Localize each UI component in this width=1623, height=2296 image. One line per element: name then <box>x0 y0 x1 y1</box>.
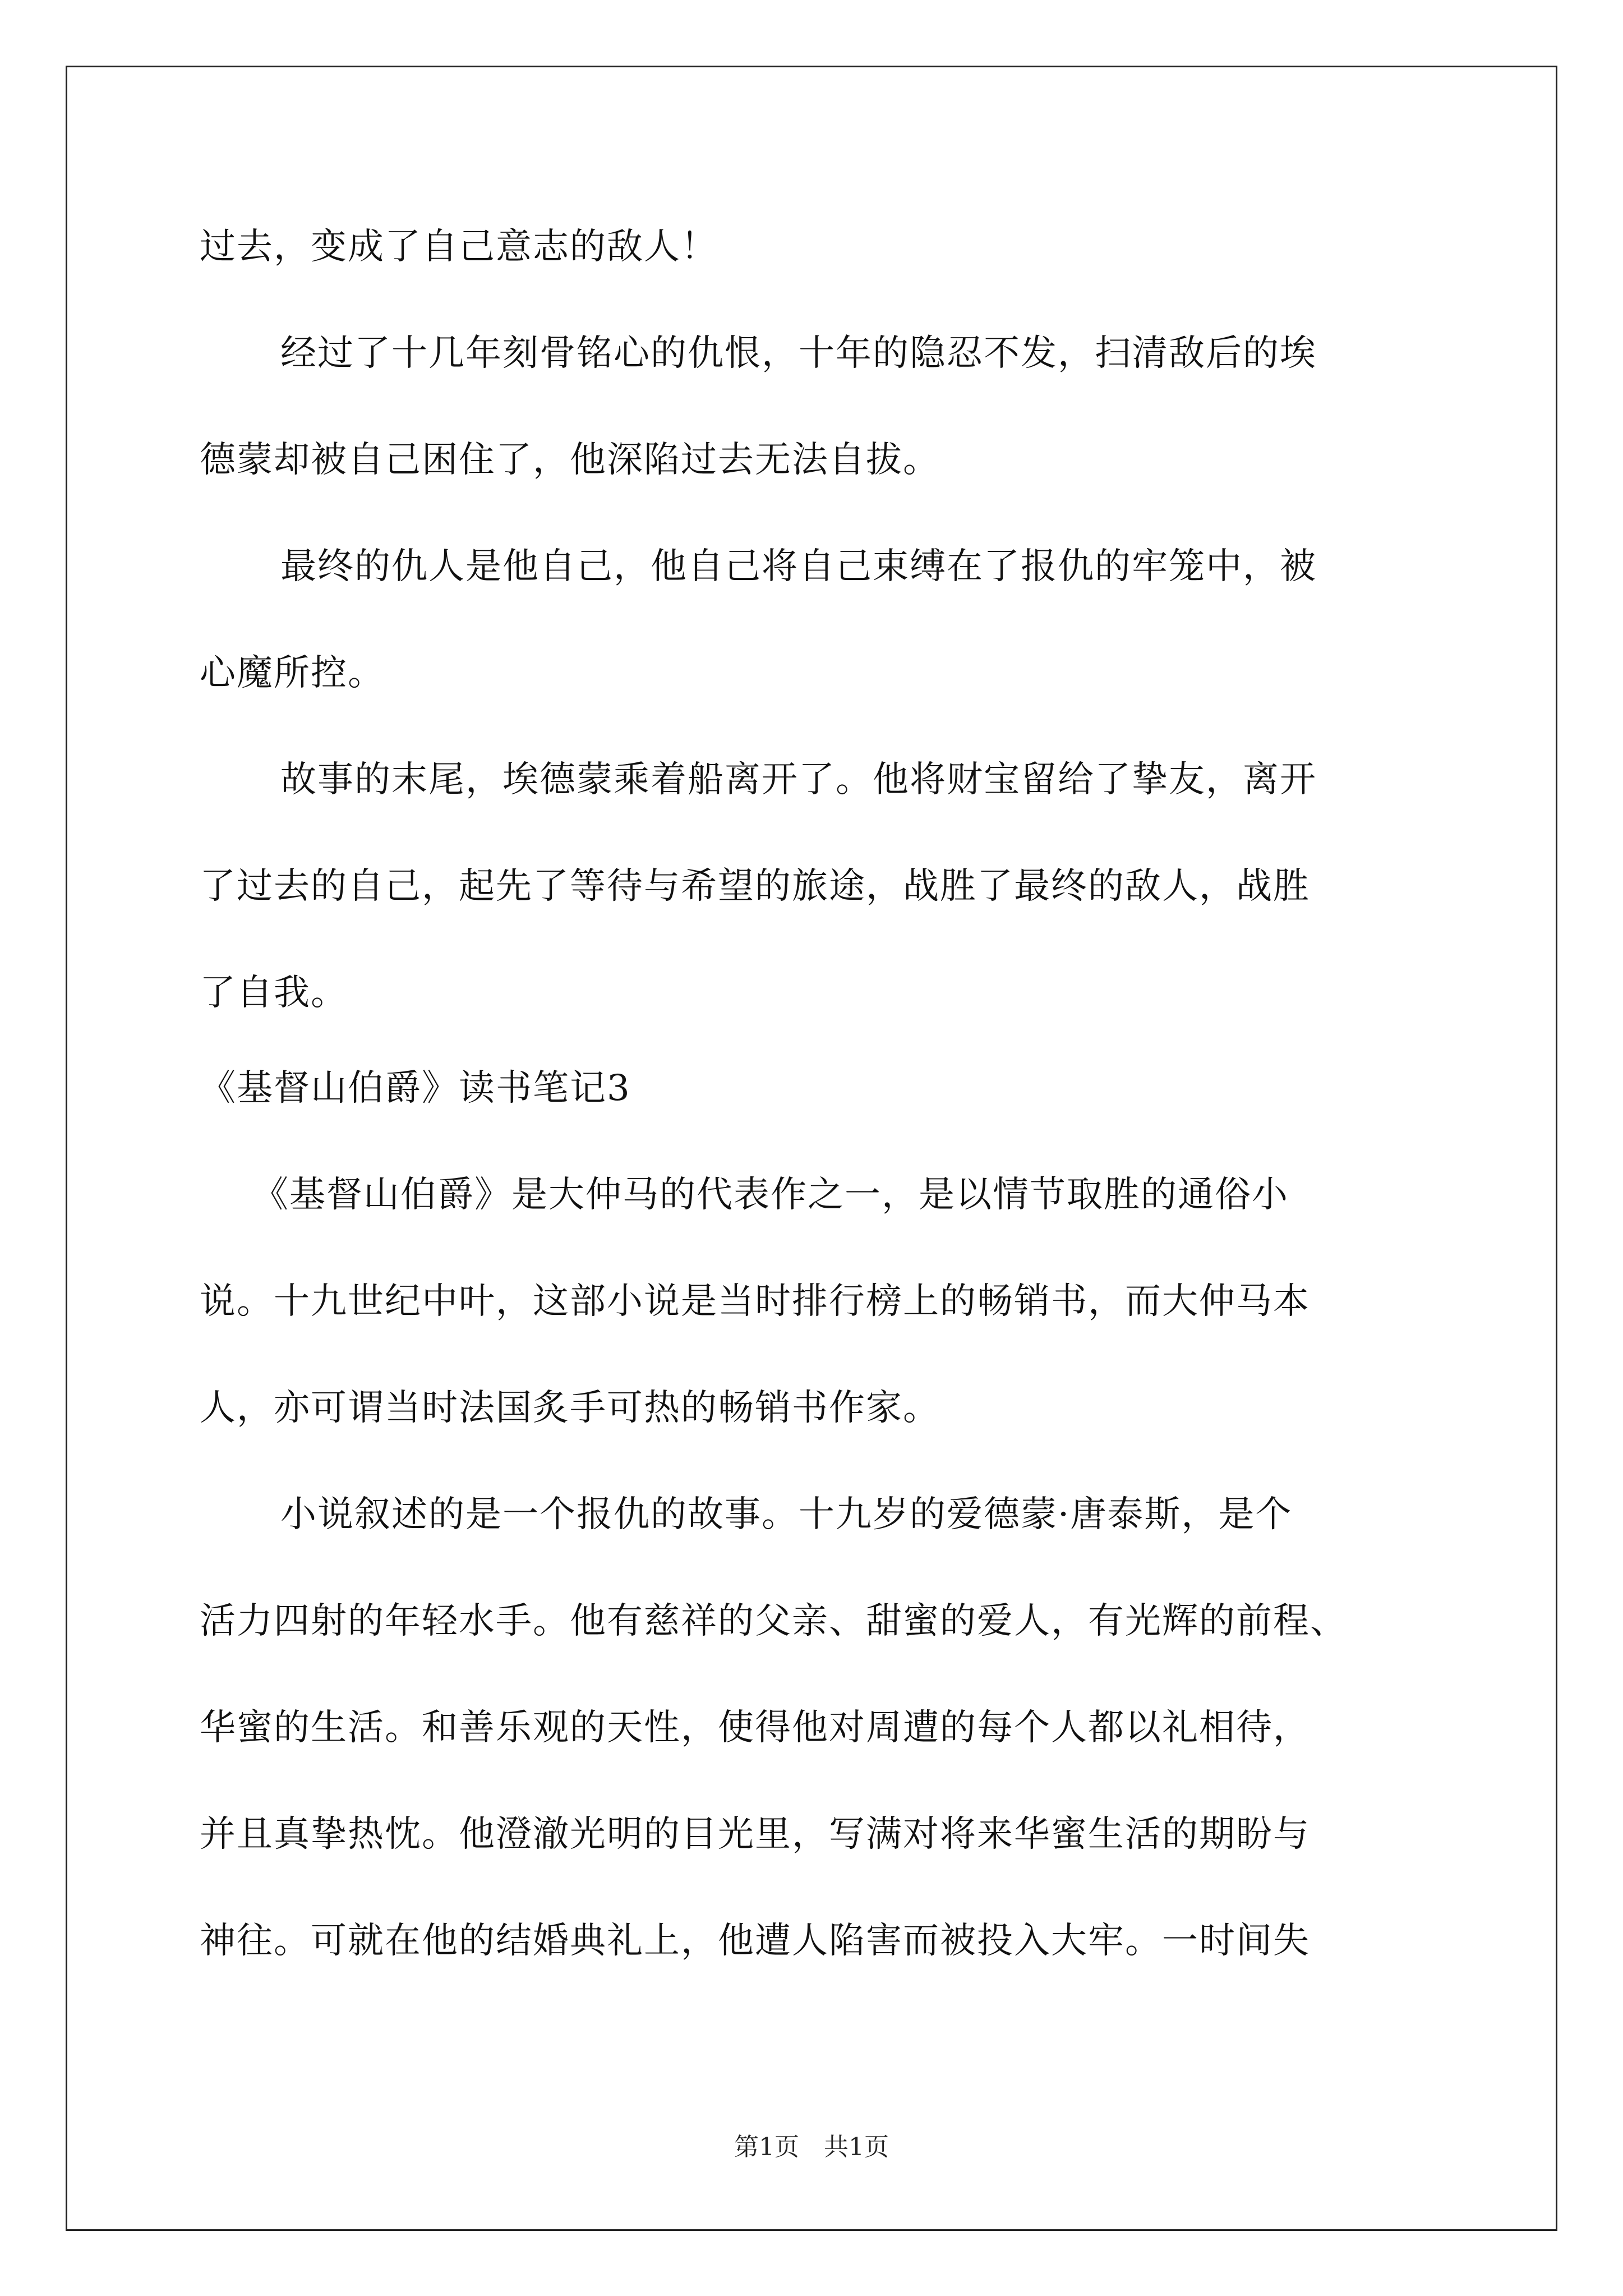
text-line: 了自我。 <box>200 972 348 1014</box>
text-line: 故事的末尾，埃德蒙乘着船离开了。他将财宝留给了挚友，离开 <box>280 759 1317 800</box>
text-line: 华蜜的生活。和善乐观的天性，使得他对周遭的每个人都以礼相待， <box>200 1707 1310 1749</box>
text-line: 小说叙述的是一个报仇的故事。十九岁的爱德蒙·唐泰斯，是个 <box>280 1494 1293 1535</box>
text-line: 过去，变成了自己意志的敌人！ <box>200 226 718 268</box>
text-line: 最终的仇人是他自己，他自己将自己束缚在了报仇的牢笼中，被 <box>280 546 1317 587</box>
text-line: 活力四射的年轻水手。他有慈祥的父亲、甜蜜的爱人，有光辉的前程、 <box>200 1600 1347 1642</box>
text-line: 心魔所控。 <box>200 652 385 694</box>
page-number: 第1页 共1页 <box>734 2133 889 2161</box>
section-heading: 《基督山伯爵》读书笔记3 <box>200 1068 631 1109</box>
text-line: 神往。可就在他的结婚典礼上，他遭人陷害而被投入大牢。一时间失 <box>200 1920 1310 1962</box>
text-line: 了过去的自己，起先了等待与希望的旅途，战胜了最终的敌人，战胜 <box>200 866 1310 907</box>
text-line: 《基督山伯爵》是大仲马的代表作之一，是以情节取胜的通俗小 <box>252 1174 1289 1216</box>
text-line: 说。十九世纪中叶，这部小说是当时排行榜上的畅销书，而大仲马本 <box>200 1281 1310 1322</box>
page-border <box>66 66 1557 2231</box>
text-line: 并且真挚热忱。他澄澈光明的目光里，写满对将来华蜜生活的期盼与 <box>200 1814 1310 1855</box>
text-line: 经过了十几年刻骨铭心的仇恨，十年的隐忍不发，扫清敌后的埃 <box>280 333 1317 374</box>
text-line: 德蒙却被自己困住了，他深陷过去无法自拔。 <box>200 439 940 481</box>
text-line: 人，亦可谓当时法国炙手可热的畅销书作家。 <box>200 1387 940 1429</box>
